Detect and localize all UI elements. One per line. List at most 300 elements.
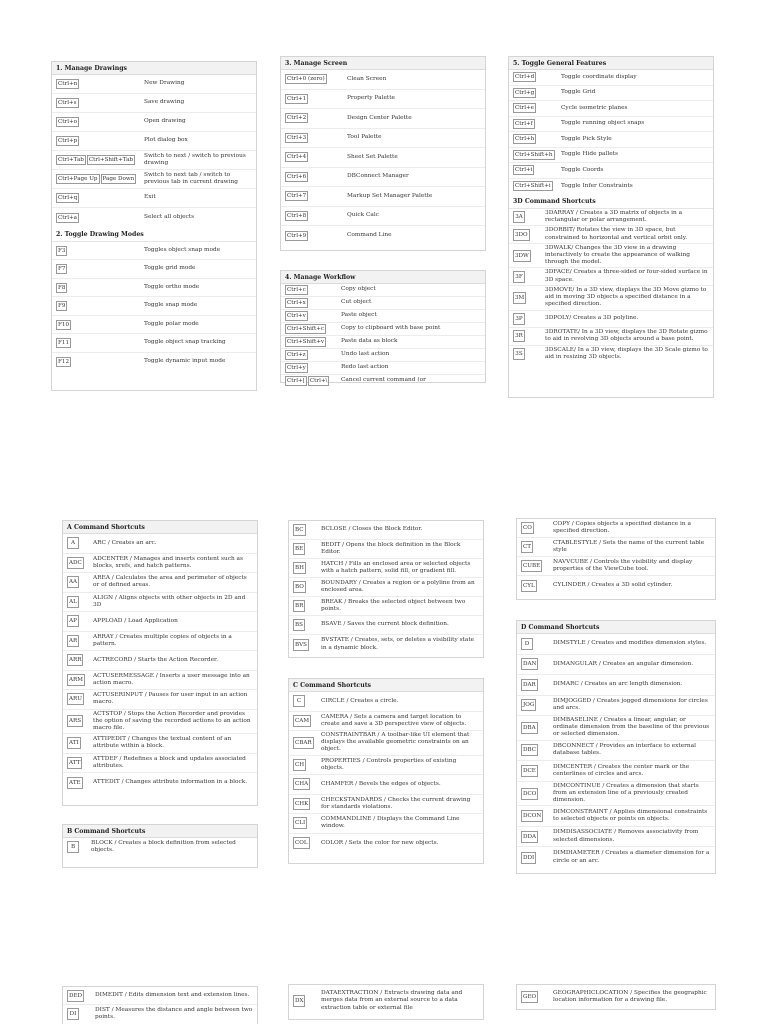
command-row [517, 806, 715, 827]
command-description: BEDIT / Opens the block definition in the Block Editor. [321, 541, 461, 555]
command-row [509, 268, 713, 286]
command-description: ADCENTER / Manages and inserts content such as blocks, xrefs, and hatch patterns. [93, 555, 243, 569]
command-code: ARS [67, 715, 83, 727]
shortcut-keys [513, 88, 561, 98]
command-code-cell [521, 788, 547, 800]
panel-title: D Command Shortcuts [517, 621, 715, 634]
shortcut-row [281, 362, 485, 375]
shortcut-row [281, 70, 485, 90]
command-description: BVSTATE / Creates, sets, or deletes a visibility state in a dynamic block. [321, 637, 475, 651]
shortcut-keys [285, 350, 341, 360]
command-code: GEO [521, 991, 538, 1003]
command-code-cell [293, 995, 315, 1007]
command-description: COLOR / Sets the color for new objects. [321, 839, 439, 846]
command-code: ARU [67, 693, 84, 705]
key-label: Ctrl+6 [287, 173, 307, 180]
shortcut-row [52, 316, 256, 335]
shortcut-description: Toggle polar mode [144, 320, 199, 327]
command-code: A [67, 537, 79, 549]
command-code: DCON [521, 810, 543, 822]
command-code-cell [513, 229, 539, 241]
command-code-cell [67, 757, 87, 769]
shortcut-row [509, 132, 713, 148]
key-label: Page Down [102, 176, 135, 182]
command-code-cell [293, 715, 315, 727]
command-row [517, 847, 715, 868]
shortcut-description: Select all objects [144, 213, 195, 220]
shortcut-keys [285, 74, 347, 84]
command-row [517, 782, 715, 807]
command-row [63, 710, 257, 735]
shortcut-row [509, 117, 713, 133]
shortcut-description: Redo last action [341, 364, 389, 371]
key-label: Ctrl+0 (zero) [287, 76, 325, 83]
command-code: D [521, 638, 533, 650]
command-description: DIMARC / Creates an arc length dimension. [553, 681, 683, 688]
command-description: DIMCONTINUE / Creates a dimension that starts from an extension line of a previously created dimension. [553, 782, 699, 804]
command-code: CH [293, 759, 306, 771]
command-row [63, 651, 257, 671]
shortcut-row [281, 187, 485, 207]
shortcut-description: Cycle isometric planes [561, 104, 628, 111]
shortcut-description: Command Line [347, 232, 392, 239]
command-code: AA [67, 576, 79, 588]
command-description: ARRAY / Creates multiple copies of objects in a pattern. [93, 633, 232, 647]
shortcut-keys [285, 211, 347, 221]
command-code: CHK [293, 798, 310, 810]
command-row [289, 521, 483, 540]
command-code-cell [293, 639, 315, 651]
command-row [289, 814, 483, 834]
command-row [517, 557, 715, 576]
command-row [63, 573, 257, 593]
panel-b-commands-cont [288, 520, 484, 658]
command-code: AP [67, 615, 79, 627]
key-label: Ctrl+x [287, 300, 306, 306]
command-row [509, 311, 713, 329]
command-code-cell [521, 722, 547, 734]
shortcut-row [509, 70, 713, 86]
command-code: 3F [513, 271, 525, 283]
command-code: DAR [521, 679, 538, 691]
command-description: BSAVE / Saves the current block definition. [321, 621, 449, 628]
command-code-cell [521, 765, 547, 777]
command-code-cell [521, 991, 547, 1003]
command-row [63, 1005, 257, 1023]
command-code: BE [293, 543, 305, 555]
command-description: ATTDEF / Redefines a block and updates associated attributes. [93, 755, 246, 769]
command-code-cell [521, 810, 547, 822]
shortcut-keys [513, 150, 561, 160]
command-row [517, 741, 715, 762]
shortcut-row [281, 349, 485, 362]
command-code-cell [293, 778, 315, 790]
command-row [289, 635, 483, 654]
command-row [517, 576, 715, 595]
shortcut-keys [513, 181, 561, 191]
command-description: DIMCENTER / Creates the center mark or the centerlines of circles and arcs. [553, 763, 690, 777]
shortcut-description: Switch to next / switch to previous drawing [144, 152, 246, 166]
key-label: Ctrl+y [287, 365, 306, 371]
shortcut-keys [56, 174, 144, 184]
command-row [517, 655, 715, 676]
command-code: BS [293, 619, 305, 631]
command-row [289, 775, 483, 795]
shortcut-row [52, 208, 256, 227]
command-code: DDA [521, 831, 538, 843]
command-description: ATTIPEDIT / Changes the textual content of an attribute within a block. [93, 736, 232, 750]
key-label: Ctrl+f [515, 120, 533, 127]
command-row [63, 671, 257, 691]
command-row [289, 834, 483, 854]
command-row [517, 696, 715, 717]
command-code-cell [293, 543, 315, 555]
command-code: DBC [521, 744, 538, 756]
command-description: CYLINDER / Creates a 3D solid cylinder. [553, 581, 673, 588]
shortcut-keys [285, 324, 341, 334]
command-description: BOUNDARY / Creates a region or a polyline from an enclosed area. [321, 579, 475, 593]
shortcut-description: Toggle Infer Constraints [561, 182, 633, 189]
shortcut-description: Open drawing [144, 118, 186, 125]
command-row [289, 985, 483, 1017]
shortcut-keys [56, 246, 144, 256]
command-code-cell [67, 596, 87, 608]
command-row [289, 616, 483, 635]
command-code-cell [513, 211, 539, 223]
key-label: Ctrl+3 [287, 134, 307, 141]
panel-manage-drawings [51, 61, 257, 391]
key-label: F8 [58, 284, 66, 291]
shortcut-row [509, 179, 713, 195]
command-row [509, 286, 713, 311]
command-row [289, 692, 483, 712]
command-code-cell [67, 654, 87, 666]
command-code-cell [513, 271, 539, 283]
command-code-cell [67, 674, 87, 686]
panel-title: 1. Manage Drawings [52, 62, 256, 75]
panel-manage-workflow [280, 270, 486, 383]
shortcut-description: Toggle Hide pallets [561, 151, 618, 158]
key-label: Ctrl+n [58, 81, 78, 87]
key-label: Ctrl+i [515, 167, 533, 174]
command-description: CIRCLE / Creates a circle. [321, 697, 399, 704]
shortcut-row [281, 310, 485, 323]
command-code-cell [67, 576, 87, 588]
command-description: NAVVCUBE / Controls the visibility and display properties of the ViewCube tool. [553, 558, 693, 572]
command-code: 3DO [513, 229, 530, 241]
command-row [63, 554, 257, 574]
command-code: JOG [521, 699, 536, 711]
command-row [63, 838, 257, 856]
panel-title: C Command Shortcuts [289, 679, 483, 692]
shortcut-row [52, 353, 256, 372]
command-code: CHA [293, 778, 310, 790]
command-code: DX [293, 995, 305, 1007]
command-code: ATT [67, 757, 82, 769]
command-row [509, 209, 713, 227]
command-code: DED [67, 990, 84, 1002]
command-code: 3DW [513, 250, 531, 262]
shortcut-row [281, 297, 485, 310]
shortcut-keys [56, 357, 144, 367]
key-label: Ctrl+2 [287, 115, 307, 122]
panel-title: B Command Shortcuts [63, 825, 257, 838]
panel-a-commands [62, 520, 258, 806]
command-code-cell [67, 841, 85, 853]
key-label: Ctrl+Shift+i [515, 183, 551, 190]
shortcut-keys [56, 320, 144, 330]
command-description: DIMEDIT / Edits dimension text and extension lines. [95, 991, 250, 998]
command-row [289, 731, 483, 756]
shortcut-description: Toggle running object snaps [561, 120, 645, 127]
command-row [517, 538, 715, 557]
shortcut-keys [56, 213, 144, 223]
key-label: Ctrl+\ [309, 378, 328, 384]
shortcut-description: Toggle object snap tracking [144, 339, 226, 346]
shortcut-keys [285, 172, 347, 182]
command-description: CTABLESTYLE / Sets the name of the current table style [553, 539, 705, 553]
command-code: 3S [513, 348, 525, 360]
panel-b-commands [62, 824, 258, 868]
command-code: DCE [521, 765, 538, 777]
shortcut-row [281, 148, 485, 168]
command-code: ATI [67, 737, 81, 749]
panel-title: 4. Manage Workflow [281, 271, 485, 284]
command-code-cell [67, 1008, 89, 1020]
shortcut-keys [285, 231, 347, 241]
shortcut-keys [285, 285, 341, 295]
panel-c-commands [288, 678, 484, 864]
shortcut-description: Property Palette [347, 95, 395, 102]
command-code: BVS [293, 639, 309, 651]
command-row [517, 985, 715, 1009]
command-description: ATTEDIT / Changes attribute information in a block. [93, 779, 248, 786]
shortcut-row [281, 375, 485, 387]
command-description: AREA / Calculates the area and perimeter of objects or of defined areas. [93, 575, 247, 589]
shortcut-description: Cut object [341, 299, 372, 306]
command-code: AR [67, 635, 79, 647]
key-label: Ctrl+4 [287, 154, 307, 161]
shortcut-description: Toggle Grid [561, 89, 596, 96]
command-code-cell [513, 250, 539, 262]
panel-d-commands [516, 620, 716, 874]
shortcut-row [52, 170, 256, 189]
command-code: CUBE [521, 560, 542, 572]
shortcut-description: Tool Palette [347, 134, 382, 141]
shortcut-description: Toggle coordinate display [561, 73, 637, 80]
command-code-cell [67, 715, 87, 727]
command-code: BC [293, 524, 306, 536]
command-description: COMMANDLINE / Displays the Command Line window. [321, 816, 460, 830]
shortcut-description: Sheet Set Palette [347, 153, 398, 160]
command-code: DBA [521, 722, 538, 734]
command-code-cell [521, 541, 547, 553]
shortcut-keys [56, 338, 144, 348]
command-row [63, 690, 257, 710]
command-code-cell [513, 292, 539, 304]
shortcut-keys [285, 94, 347, 104]
key-label: Ctrl+Shift+Tab [88, 157, 134, 163]
shortcut-keys [56, 117, 144, 127]
command-description: 3DPOLY/ Creates a 3D polyline. [545, 315, 639, 322]
command-code: ADC [67, 557, 84, 569]
shortcut-row [52, 189, 256, 208]
command-description: ACTRECORD / Starts the Action Recorder. [93, 656, 219, 663]
key-label: Ctrl+z [287, 352, 306, 358]
command-description: ACTSTOP / Stops the Action Recorder and provides the option of saving the recorded actions to an action macro file. [93, 710, 251, 731]
key-label: Ctrl+e [515, 105, 534, 112]
command-row [517, 519, 715, 538]
command-description: 3DROTATE/ In a 3D view, displays the 3D Rotate gizmo to aid in revolving 3D objects around a base point. [545, 329, 708, 343]
shortcut-row [509, 163, 713, 179]
command-description: 3DFACE/ Creates a three-sided or four-sided surface in 3D space. [545, 269, 708, 283]
shortcut-description: Clean Screen [347, 75, 387, 82]
shortcut-keys [285, 298, 341, 308]
command-description: DBCONNECT / Provides an interface to external database tables. [553, 743, 696, 757]
shortcut-description: Copy object [341, 286, 376, 293]
key-label: Ctrl+Shift+v [287, 339, 325, 345]
command-code: BO [293, 581, 306, 593]
command-code-cell [293, 619, 315, 631]
shortcut-row [281, 207, 485, 227]
command-code: CT [521, 541, 533, 553]
command-row [63, 734, 257, 754]
shortcut-keys [513, 165, 561, 175]
shortcut-row [52, 297, 256, 316]
command-row [509, 328, 713, 346]
shortcut-keys [56, 155, 144, 165]
command-row [517, 716, 715, 741]
panel-manage-screen [280, 56, 486, 251]
shortcut-description: Quick Calc [347, 212, 379, 219]
command-description: 3DORBIT/ Rotates the view in 3D space, but constrained to horizontal and vertical orbit only. [545, 227, 688, 241]
command-description: PROPERTIES / Controls properties of existing objects. [321, 757, 457, 771]
command-code-cell [67, 990, 89, 1002]
shortcut-row [509, 101, 713, 117]
key-label: Ctrl+c [287, 287, 306, 293]
command-code: CLI [293, 817, 307, 829]
shortcut-description: DBConnect Manager [347, 173, 409, 180]
command-code: COL [293, 837, 310, 849]
shortcut-keys [56, 283, 144, 293]
command-code-cell [521, 638, 547, 650]
command-code-cell [293, 798, 315, 810]
command-code-cell [293, 581, 315, 593]
command-code-cell [293, 737, 315, 749]
command-code-cell [521, 580, 547, 592]
panel-c-commands-cont [516, 518, 716, 600]
command-code-cell [521, 831, 547, 843]
command-code-cell [67, 615, 87, 627]
shortcut-row [281, 129, 485, 149]
shortcut-keys [56, 193, 144, 203]
section-title: 2. Toggle Drawing Modes [52, 227, 256, 242]
command-code: ARR [67, 654, 83, 666]
command-code: 3A [513, 211, 525, 223]
command-row [63, 773, 257, 793]
command-code-cell [521, 522, 547, 534]
command-row [517, 761, 715, 782]
command-code: BH [293, 562, 306, 574]
shortcut-description: Markup Set Manager Palette [347, 192, 433, 199]
command-code: CYL [521, 580, 537, 592]
command-code: 3R [513, 330, 525, 342]
command-description: DIMSTYLE / Creates and modifies dimension styles. [553, 640, 707, 647]
shortcut-row [52, 151, 256, 170]
command-code-cell [521, 679, 547, 691]
key-label: Ctrl+q [58, 195, 78, 201]
shortcut-row [281, 109, 485, 129]
command-row [517, 827, 715, 848]
command-row [63, 987, 257, 1005]
command-description: GEOGRAPHICLOCATION / Specifies the geographic location information for a drawing file. [553, 989, 707, 1003]
shortcut-description: Toggles object snap mode [144, 246, 221, 253]
key-label: Ctrl+g [515, 89, 535, 96]
command-code-cell [67, 635, 87, 647]
panel-title: 5. Toggle General Features [509, 57, 713, 70]
command-code-cell [293, 837, 315, 849]
shortcut-row [52, 279, 256, 298]
command-row [517, 675, 715, 696]
panel-d-commands-cont [62, 986, 258, 1024]
shortcut-keys [513, 119, 561, 129]
command-description: BCLOSE / Closes the Block Editor. [321, 526, 423, 533]
command-code-cell [67, 693, 87, 705]
command-code-cell [67, 537, 87, 549]
shortcut-row [509, 86, 713, 102]
command-description: DIMDIAMETER / Creates a diameter dimension for a circle or an arc. [553, 850, 710, 864]
key-label: Ctrl+h [515, 136, 535, 143]
command-row [63, 632, 257, 652]
command-row [63, 534, 257, 554]
command-description: 3DSCALE/ In a 3D view, displays the 3D Scale gizmo to aid in resizing 3D objects. [545, 347, 708, 361]
shortcut-keys [285, 363, 341, 373]
shortcut-description: Toggle snap mode [144, 302, 198, 309]
panel-title: 3. Manage Screen [281, 57, 485, 70]
shortcut-row [52, 132, 256, 151]
shortcut-keys [56, 264, 144, 274]
key-label: Ctrl+o [58, 119, 78, 125]
shortcut-keys [513, 134, 561, 144]
command-code-cell [67, 777, 87, 789]
command-code-cell [521, 699, 547, 711]
command-code-cell [513, 348, 539, 360]
command-code-cell [293, 524, 315, 536]
shortcut-row [52, 75, 256, 94]
command-code-cell [513, 313, 539, 325]
shortcut-row [52, 334, 256, 353]
command-description: DIMDISASSOCIATE / Removes associativity from selected dimensions. [553, 829, 699, 843]
command-row [289, 712, 483, 732]
shortcut-keys [285, 337, 341, 347]
section-title: 3D Command Shortcuts [509, 194, 713, 209]
command-description: CHECKSTANDARDS / Checks the current drawing for standards violations. [321, 796, 471, 810]
key-label: Ctrl+d [515, 74, 535, 81]
command-description: ACTUSERINPUT / Pauses for user input in an action macro. [93, 692, 248, 706]
key-label: F9 [58, 303, 66, 309]
shortcut-keys [56, 136, 144, 146]
command-description: 3DARRAY / Creates a 3D matrix of objects in a rectangular or polar arrangement. [545, 209, 683, 223]
shortcut-row [52, 94, 256, 113]
command-description: HATCH / Fills an enclosed area or selected objects with a hatch pattern, solid fill, or gradient fill. [321, 560, 471, 574]
shortcut-keys [285, 311, 341, 321]
command-description: COPY / Copies objects a specified distance in a specified direction. [553, 520, 691, 534]
key-label: F10 [58, 321, 69, 328]
panel-dx-command [288, 984, 484, 1020]
command-code: BR [293, 600, 305, 612]
shortcut-row [281, 226, 485, 246]
key-label: Ctrl+8 [287, 212, 307, 219]
